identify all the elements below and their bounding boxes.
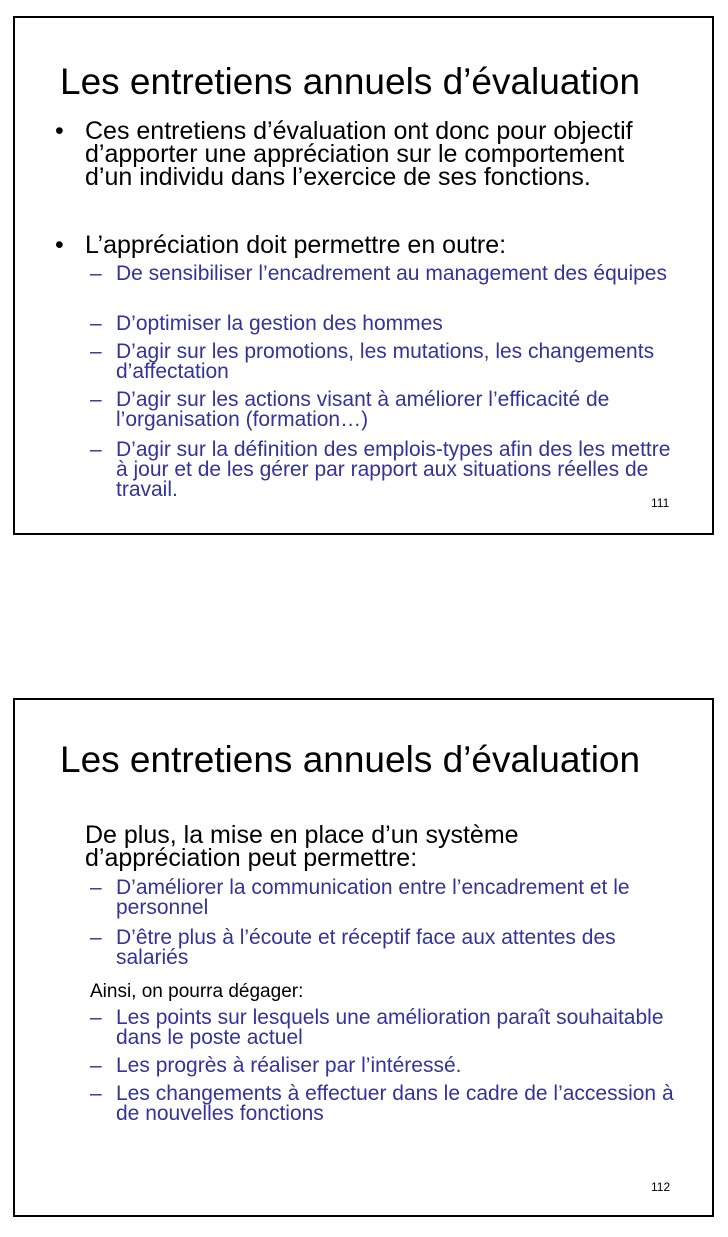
bullet-item — [55, 231, 670, 259]
bullet-text: Ces entretiens d’évaluation ont donc pour objectif d’apporter une appréciation sur le comportement d’un individu dans l’exercice de ses fonctions. — [85, 117, 633, 191]
bullet-text: L’appréciation doit permettre en outre: — [85, 231, 507, 259]
sub-item — [90, 264, 680, 284]
intro-text: De plus, la mise en place d’un système d’appréciation peut permettre: — [85, 821, 519, 872]
sub-item-text: De sensibiliser l’encadrement au management des équipes — [116, 262, 667, 285]
sub-item — [90, 1008, 680, 1048]
sub-item — [90, 1084, 680, 1124]
sub-item-text: D’optimiser la gestion des hommes — [116, 312, 443, 335]
sub-item — [90, 342, 680, 382]
dash-glyph: – — [90, 388, 102, 411]
sub-item-text: D’agir sur la définition des emplois-types afin des les mettre à jour et de les gérer par rapport aux situations réelles de travail. — [116, 438, 671, 501]
slide-111 — [13, 16, 714, 535]
sub-item-text: Les changements à effectuer dans le cadre de l’accession à de nouvelles fonctions — [116, 1082, 674, 1125]
sub-item-text: Les points sur lesquels une amélioration paraît souhaitable dans le poste actuel — [116, 1006, 664, 1049]
sub-item — [90, 878, 680, 918]
bullet-glyph: • — [55, 231, 64, 259]
sub-item-text: D’améliorer la communication entre l’encadrement et le personnel — [116, 876, 630, 919]
dash-glyph: – — [90, 312, 102, 335]
sub-item-text: Les progrès à réaliser par l’intéressé. — [116, 1054, 462, 1077]
dash-glyph: – — [90, 876, 102, 899]
sub-item-text: D’être plus à l’écoute et réceptif face aux attentes des salariés — [116, 926, 616, 969]
sub-item — [90, 1056, 680, 1076]
dash-glyph: – — [90, 262, 102, 285]
slide-title: Les entretiens annuels d’évaluation — [60, 61, 641, 102]
bullet-item — [55, 117, 670, 191]
dash-glyph: – — [90, 1054, 102, 1077]
sub-item — [90, 390, 680, 430]
dash-glyph: – — [90, 926, 102, 949]
dash-glyph: – — [90, 340, 102, 363]
sub-item — [90, 440, 680, 500]
sub-item — [90, 314, 680, 334]
conclusion-text: Ainsi, on pourra dégager: — [90, 981, 304, 1002]
slide-112 — [13, 698, 714, 1217]
dash-glyph: – — [90, 438, 102, 461]
sub-item-text: D’agir sur les promotions, les mutations, les changements d’affectation — [116, 340, 655, 383]
sub-item-text: D’agir sur les actions visant à améliorer l’efficacité de l’organisation (formation…) — [116, 388, 610, 431]
dash-glyph: – — [90, 1006, 102, 1029]
page-number: 112 — [651, 1180, 671, 1194]
page-number: 111 — [651, 496, 670, 510]
sub-item — [90, 928, 680, 968]
dash-glyph: – — [90, 1082, 102, 1105]
bullet-glyph: • — [55, 117, 64, 145]
slide-title: Les entretiens annuels d’évaluation — [60, 739, 641, 780]
